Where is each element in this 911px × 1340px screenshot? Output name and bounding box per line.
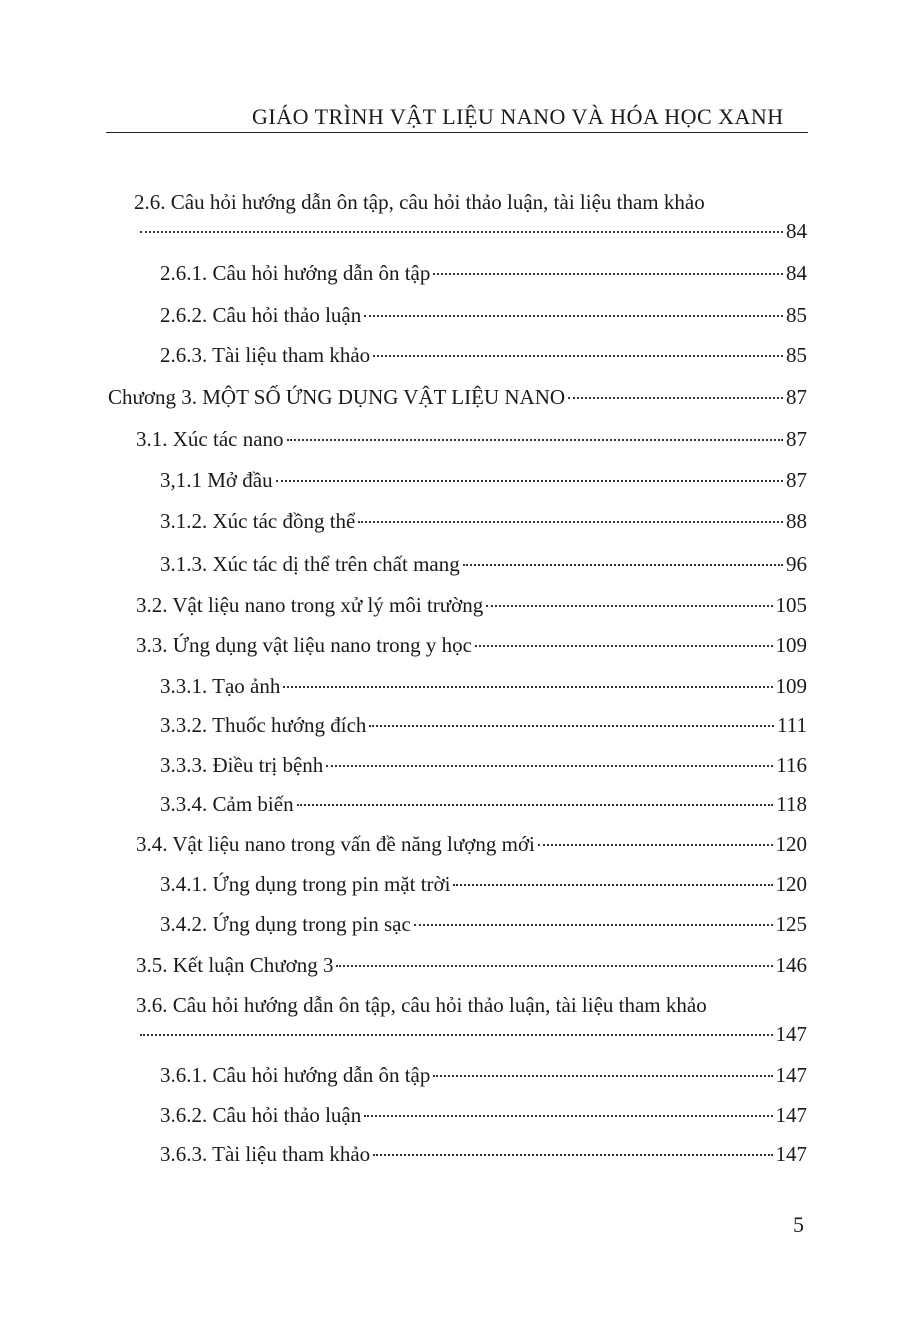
- dot-leader: [475, 645, 773, 647]
- toc-page: 105: [775, 593, 807, 617]
- dot-leader: [140, 231, 783, 233]
- toc-page: 147: [775, 1103, 807, 1127]
- toc-entry-3-1-3[interactable]: 3.1.3. Xúc tác dị thể trên chất mang 96: [160, 549, 807, 579]
- dot-leader: [369, 725, 774, 727]
- dot-leader: [364, 1115, 772, 1117]
- toc-entry-2-6-1[interactable]: 2.6.1. Câu hỏi hướng dẫn ôn tập 84: [160, 258, 807, 288]
- dot-leader: [538, 844, 773, 846]
- dot-leader: [373, 1154, 772, 1156]
- toc-entry-3-6-1[interactable]: 3.6.1. Câu hỏi hướng dẫn ôn tập 147: [160, 1060, 807, 1090]
- toc-entry-2-6-2[interactable]: 2.6.2. Câu hỏi thảo luận 85: [160, 300, 807, 330]
- dot-leader: [287, 439, 783, 441]
- page-number: 5: [793, 1212, 804, 1237]
- toc-page: 87: [786, 427, 807, 451]
- dot-leader: [297, 804, 774, 806]
- toc-page: 109: [775, 633, 807, 657]
- dot-leader: [276, 480, 783, 482]
- toc-entry-3-3-1[interactable]: 3.3.1. Tạo ảnh 109: [160, 671, 807, 701]
- toc-entry-3-5[interactable]: 3.5. Kết luận Chương 3 146: [136, 950, 807, 980]
- toc-entry-2-6-3[interactable]: 2.6.3. Tài liệu tham khảo 85: [160, 340, 807, 370]
- dot-leader: [568, 397, 783, 399]
- toc-page: 85: [786, 343, 807, 367]
- dot-leader: [373, 355, 783, 357]
- toc-entry-3-1-2[interactable]: 3.1.2. Xúc tác đồng thể 88: [160, 506, 807, 536]
- toc-page: 109: [775, 674, 807, 698]
- dot-leader: [283, 686, 772, 688]
- toc-page: 118: [776, 792, 807, 816]
- dot-leader: [364, 315, 783, 317]
- dot-leader: [486, 605, 772, 607]
- toc-entry-3-6-title[interactable]: 3.6. Câu hỏi hướng dẫn ôn tập, câu hỏi thảo luận, tài liệu tham khảo: [136, 993, 707, 1017]
- toc-page: 87: [786, 468, 807, 492]
- toc-page: 85: [786, 303, 807, 327]
- toc-entry-3-2[interactable]: 3.2. Vật liệu nano trong xử lý môi trường 105: [136, 590, 807, 620]
- toc-page: 111: [777, 713, 807, 737]
- toc-entry-3-3-2[interactable]: 3.3.2. Thuốc hướng đích 111: [160, 710, 807, 740]
- toc-entry-3-4-2[interactable]: 3.4.2. Ứng dụng trong pin sạc 125: [160, 909, 807, 939]
- dot-leader: [414, 924, 773, 926]
- toc-entry-3-4-1[interactable]: 3.4.1. Ứng dụng trong pin mặt trời 120: [160, 869, 807, 899]
- toc-entry-3-3-4[interactable]: 3.3.4. Cảm biến 118: [160, 789, 807, 819]
- dot-leader: [433, 1075, 772, 1077]
- toc-page: 147: [775, 1022, 807, 1046]
- toc-page: 84: [786, 261, 807, 285]
- toc-page: 125: [775, 912, 807, 936]
- dot-leader: [463, 564, 783, 566]
- toc-entry-3-1[interactable]: 3.1. Xúc tác nano 87: [136, 424, 807, 454]
- toc-entry-3-3-3[interactable]: 3.3.3. Điều trị bệnh 116: [160, 750, 807, 780]
- toc-entry-chapter-3[interactable]: Chương 3. MỘT SỐ ỨNG DỤNG VẬT LIỆU NANO 87: [108, 382, 807, 412]
- toc-page: 84: [786, 219, 807, 243]
- toc-page: 147: [775, 1063, 807, 1087]
- toc-entry-2-6-leader[interactable]: [140, 216, 807, 246]
- toc-entry-3-6-2[interactable]: 3.6.2. Câu hỏi thảo luận 147: [160, 1100, 807, 1130]
- toc-page: 120: [775, 872, 807, 896]
- toc-page: 87: [786, 385, 807, 409]
- dot-leader: [453, 884, 772, 886]
- dot-leader: [433, 273, 783, 275]
- dot-leader: [336, 965, 772, 967]
- toc-entry-3-6-3[interactable]: 3.6.3. Tài liệu tham khảo 147: [160, 1139, 807, 1169]
- toc-entry-3-1-1[interactable]: 3,1.1 Mở đầu 87: [160, 465, 807, 495]
- toc-page: 88: [786, 509, 807, 533]
- toc-page: 120: [775, 832, 807, 856]
- toc-entry-2-6-title[interactable]: 2.6. Câu hỏi hướng dẫn ôn tập, câu hỏi thảo luận, tài liệu tham khảo: [134, 190, 705, 214]
- toc-page: 116: [776, 753, 807, 777]
- toc-page: 96: [786, 552, 807, 576]
- toc-entry-3-6-leader[interactable]: [140, 1019, 807, 1049]
- running-header: GIÁO TRÌNH VẬT LIỆU NANO VÀ HÓA HỌC XANH: [252, 104, 784, 129]
- toc-page: 146: [775, 953, 807, 977]
- toc-page: 147: [775, 1142, 807, 1166]
- toc-entry-3-3[interactable]: 3.3. Ứng dụng vật liệu nano trong y học 109: [136, 630, 807, 660]
- dot-leader: [358, 521, 783, 523]
- toc-entry-3-4[interactable]: 3.4. Vật liệu nano trong vấn đề năng lượng mới 120: [136, 829, 807, 859]
- dot-leader: [326, 765, 773, 767]
- dot-leader: [140, 1034, 773, 1036]
